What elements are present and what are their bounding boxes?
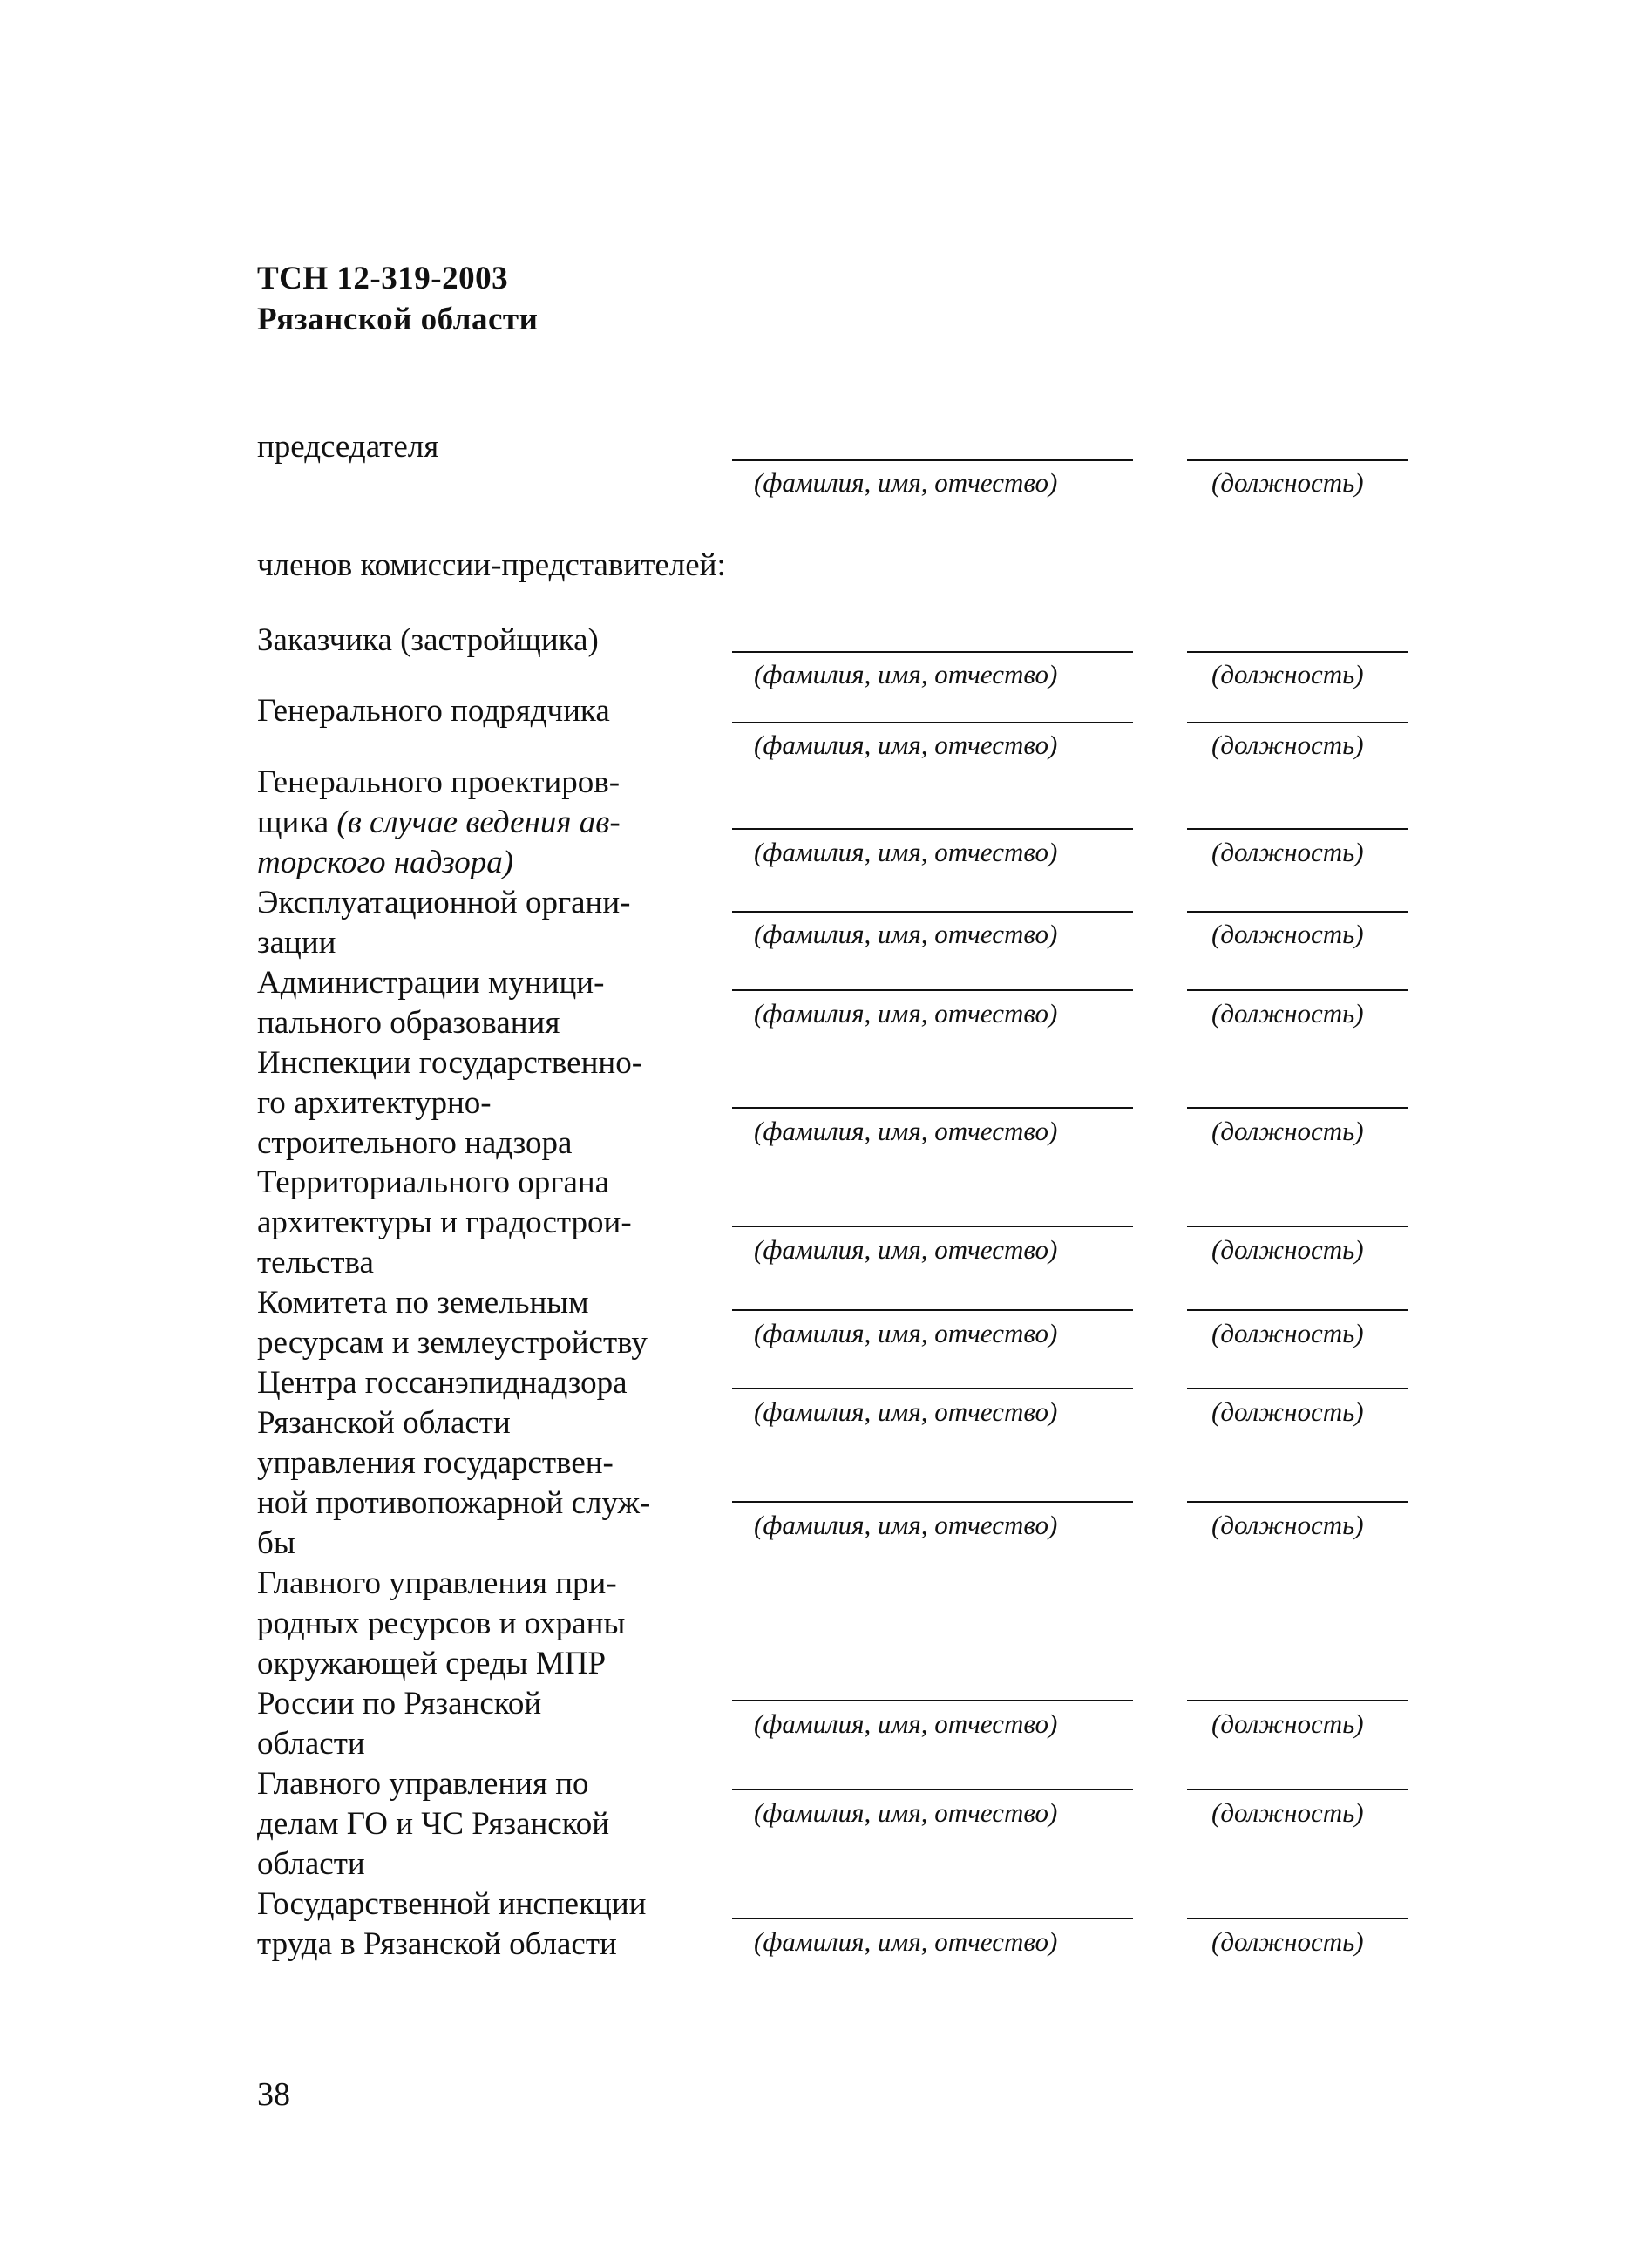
emergency-name-caption: (фамилия, имя, отчество) xyxy=(754,1797,1058,1828)
emergency-label-line-2: делам ГО и ЧС Рязанской xyxy=(257,1806,610,1842)
labor-name-caption: (фамилия, имя, отчество) xyxy=(754,1926,1058,1957)
nature-label-line-4: России по Рязанской xyxy=(257,1686,542,1721)
labor-label-line-2: труда в Рязанской области xyxy=(257,1926,617,1962)
sanepid-position-line xyxy=(1187,1388,1408,1389)
municipal-position-caption: (должность) xyxy=(1211,998,1364,1029)
territorial-position-line xyxy=(1187,1226,1408,1227)
general-contractor-label: Генерального подрядчика xyxy=(257,693,610,729)
customer-label: Заказчика (застройщика) xyxy=(257,622,599,658)
emergency-label-line-1: Главного управления по xyxy=(257,1766,589,1802)
municipal-name-line xyxy=(732,989,1133,991)
emergency-position-caption: (должность) xyxy=(1211,1797,1364,1828)
designer-name-caption: (фамилия, имя, отчество) xyxy=(754,837,1058,867)
nature-position-line xyxy=(1187,1700,1408,1701)
page-number: 38 xyxy=(257,2076,290,2113)
territorial-label-line-2: архитектуры и градострои- xyxy=(257,1205,632,1240)
sanepid-name-line xyxy=(732,1388,1133,1389)
labor-name-line xyxy=(732,1918,1133,1919)
emergency-label-line-3: области xyxy=(257,1846,365,1882)
customer-name-line xyxy=(732,651,1133,653)
fire-position-line xyxy=(1187,1501,1408,1503)
territorial-position-caption: (должность) xyxy=(1211,1234,1364,1265)
labor-label-line-1: Государственной инспекции xyxy=(257,1886,647,1922)
general-contractor-position-caption: (должность) xyxy=(1211,730,1364,760)
fire-name-caption: (фамилия, имя, отчество) xyxy=(754,1510,1058,1540)
chair-name-caption: (фамилия, имя, отчество) xyxy=(754,467,1058,498)
nature-label-line-5: области xyxy=(257,1726,365,1762)
operator-position-caption: (должность) xyxy=(1211,919,1364,949)
land-name-caption: (фамилия, имя, отчество) xyxy=(754,1318,1058,1348)
designer-name-line xyxy=(732,828,1133,830)
territorial-label-line-3: тельства xyxy=(257,1245,374,1280)
territorial-name-caption: (фамилия, имя, отчество) xyxy=(754,1234,1058,1265)
inspection-label-line-1: Инспекции государственно- xyxy=(257,1045,643,1081)
sanepid-name-caption: (фамилия, имя, отчество) xyxy=(754,1396,1058,1427)
designer-label-line-1: Генерального проектиров- xyxy=(257,764,621,800)
inspection-name-line xyxy=(732,1107,1133,1109)
operator-label-line-2: зации xyxy=(257,925,336,961)
fire-label-line-1: управления государствен- xyxy=(257,1445,614,1481)
fire-label-line-2: ной противопожарной служ- xyxy=(257,1485,651,1521)
inspection-label-line-2: го архитектурно- xyxy=(257,1085,492,1121)
nature-label-line-1: Главного управления при- xyxy=(257,1565,617,1601)
sanepid-label-line-2: Рязанской области xyxy=(257,1405,511,1441)
designer-label-line-2 xyxy=(257,803,621,843)
nature-label-line-3: окружающей среды МПР xyxy=(257,1646,607,1681)
inspection-position-line xyxy=(1187,1107,1408,1109)
members-heading: членов комиссии-представителей: xyxy=(257,547,726,583)
nature-name-line xyxy=(732,1700,1133,1701)
sanepid-position-caption: (должность) xyxy=(1211,1396,1364,1427)
operator-name-caption: (фамилия, имя, отчество) xyxy=(754,919,1058,949)
chair-position-line xyxy=(1187,459,1408,461)
emergency-name-line xyxy=(732,1789,1133,1790)
land-name-line xyxy=(732,1309,1133,1311)
municipal-name-caption: (фамилия, имя, отчество) xyxy=(754,998,1058,1029)
nature-label-line-2: родных ресурсов и охраны xyxy=(257,1606,626,1641)
labor-position-caption: (должность) xyxy=(1211,1926,1364,1957)
fire-position-caption: (должность) xyxy=(1211,1510,1364,1540)
inspection-name-caption: (фамилия, имя, отчество) xyxy=(754,1116,1058,1146)
general-contractor-name-caption: (фамилия, имя, отчество) xyxy=(754,730,1058,760)
designer-label-text: щика xyxy=(257,805,329,840)
customer-position-line xyxy=(1187,651,1408,653)
chair-position-caption: (должность) xyxy=(1211,467,1364,498)
emergency-position-line xyxy=(1187,1789,1408,1790)
chair-label: председателя xyxy=(257,429,439,465)
land-label-line-1: Комитета по земельным xyxy=(257,1285,589,1321)
designer-label-note-end: торского надзора) xyxy=(257,845,514,880)
municipal-position-line xyxy=(1187,989,1408,991)
inspection-label-line-3: строительного надзора xyxy=(257,1125,573,1161)
general-contractor-position-line xyxy=(1187,722,1408,723)
land-position-caption: (должность) xyxy=(1211,1318,1364,1348)
nature-position-caption: (должность) xyxy=(1211,1708,1364,1739)
customer-position-caption: (должность) xyxy=(1211,659,1364,689)
land-position-line xyxy=(1187,1309,1408,1311)
labor-position-line xyxy=(1187,1918,1408,1919)
document-code: ТСН 12-319-2003 xyxy=(257,261,509,296)
territorial-name-line xyxy=(732,1226,1133,1227)
operator-name-line xyxy=(732,911,1133,913)
territorial-label-line-1: Территориального органа xyxy=(257,1165,610,1200)
nature-name-caption: (фамилия, имя, отчество) xyxy=(754,1708,1058,1739)
municipal-label-line-2: пального образования xyxy=(257,1005,560,1041)
designer-label-note: (в случае ведения ав- xyxy=(329,805,621,840)
designer-label-line-3 xyxy=(257,843,513,883)
sanepid-label-line-1: Центра госсанэпиднадзора xyxy=(257,1365,628,1401)
general-contractor-name-line xyxy=(732,722,1133,723)
land-label-line-2: ресурсам и землеустройству xyxy=(257,1325,648,1361)
fire-name-line xyxy=(732,1501,1133,1503)
customer-name-caption: (фамилия, имя, отчество) xyxy=(754,659,1058,689)
designer-position-caption: (должность) xyxy=(1211,837,1364,867)
chair-name-line xyxy=(732,459,1133,461)
fire-label-line-3: бы xyxy=(257,1525,295,1561)
inspection-position-caption: (должность) xyxy=(1211,1116,1364,1146)
document-region: Рязанской области xyxy=(257,302,539,337)
operator-position-line xyxy=(1187,911,1408,913)
operator-label-line-1: Эксплуатационной органи- xyxy=(257,885,631,920)
designer-position-line xyxy=(1187,828,1408,830)
municipal-label-line-1: Администрации муници- xyxy=(257,965,605,1001)
